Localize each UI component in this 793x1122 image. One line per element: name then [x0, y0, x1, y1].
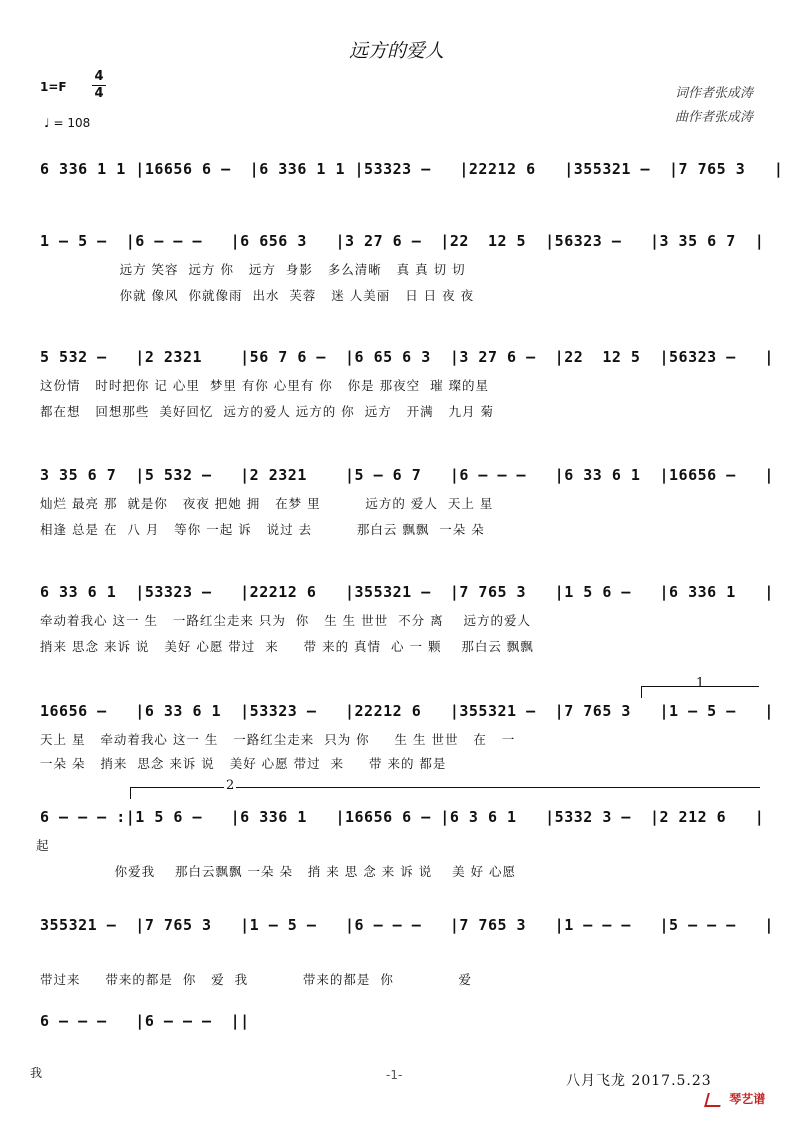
- notes-line-2: 1 – 5 – |6 – – – |6 656 3 |3 27 6 – |22 12 5 |56323 – |3 35 6 7 |: [40, 232, 765, 250]
- lyricist-credit: 词作者张成涛: [674, 86, 753, 101]
- lyrics-verse-2: 一朵 朵 捎来 思念 来诉 说 美好 心愿 带过 来 带 来的 都是: [40, 756, 447, 771]
- tempo-value: = 108: [53, 116, 91, 130]
- lyrics-verse: 带过来 带来的都是 你 爱 我 带来的都是 你 爱: [40, 972, 472, 987]
- logo-text: 琴艺谱: [729, 1092, 766, 1106]
- notes-line-6: 16656 – |6 33 6 1 |53323 – |22212 6 |355321 – |7 765 3 |1 – 5 – |: [40, 702, 774, 720]
- second-ending-label: 2: [226, 778, 235, 793]
- lyrics-verse-2: 相逢 总是 在 八 月 等你 一起 诉 说过 去 那白云 飘飘 一朵 朵: [40, 522, 485, 537]
- notes-line-1: 6 336 1 1 |16656 6 – |6 336 1 1 |53323 – |22212 6 |355321 – |7 765 3 |: [40, 160, 784, 178]
- lyrics-verse-1: 远方 笑容 远方 你 远方 身影 多么清晰 真 真 切 切: [40, 262, 466, 277]
- lyrics-verse-1: 这份情 时时把你 记 心里 梦里 有你 心里有 你 你是 那夜空 璀 璨的星: [40, 378, 490, 393]
- key-signature: 1=F: [40, 80, 67, 94]
- lyrics-verse-1: 牵动着我心 这一 生 一路红尘走来 只为 你 生 生 世世 不分 离 远方的爱人: [40, 613, 531, 628]
- composer-credit: 曲作者张成涛: [674, 110, 753, 125]
- lyrics-verse-1: 起: [36, 838, 50, 853]
- tempo-marking: [44, 116, 90, 130]
- page-number: -1-: [386, 1068, 403, 1082]
- notes-line-7: 6 – – – :|1 5 6 – |6 336 1 |16656 6 – |6 3 6 1 |5332 3 – |2 212 6 |: [40, 808, 765, 826]
- arranger-signature: 八月飞龙 2017.5.23: [566, 1073, 712, 1089]
- time-signature: [92, 70, 106, 101]
- time-signature-bottom: 4: [94, 86, 104, 101]
- lyrics-verse-2: 捎来 思念 来诉 说 美好 心愿 带过 来 带 来的 真情 心 一 颗 那白云 飘飘: [40, 639, 534, 654]
- first-ending-label: 1: [696, 676, 705, 691]
- first-ending-hook: [641, 686, 642, 698]
- lyrics-verse-2: 你就 像风 你就像雨 出水 芙蓉 迷 人美丽 日 日 夜 夜: [40, 288, 475, 303]
- site-logo: [706, 1090, 765, 1107]
- notes-line-5: 6 33 6 1 |53323 – |22212 6 |355321 – |7 765 3 |1 5 6 – |6 336 1 |: [40, 583, 774, 601]
- second-ending-hook: [130, 787, 131, 799]
- lyrics-verse-2: 你爱我 那白云飘飘 一朵 朵 捎 来 思 念 来 诉 说 美 好 心愿: [40, 864, 517, 879]
- notes-line-8: 355321 – |7 765 3 |1 – 5 – |6 – – – |7 765 3 |1 – – – |5 – – – |: [40, 916, 774, 934]
- song-title: 远方的爱人: [348, 40, 444, 62]
- logo-mark-icon: [704, 1093, 724, 1107]
- lyrics-verse-2: 都在想 回想那些 美好回忆 远方的爱人 远方的 你 远方 开满 九月 菊: [40, 404, 495, 419]
- lyrics-verse-1: 灿烂 最亮 那 就是你 夜夜 把她 拥 在梦 里 远方的 爱人 天上 星: [40, 496, 494, 511]
- notes-line-9: 6 – – – |6 – – – ||: [40, 1012, 250, 1030]
- notes-line-3: 5 532 – |2 2321 |56 7 6 – |6 65 6 3 |3 27 6 – |22 12 5 |56323 – |: [40, 348, 774, 366]
- time-signature-top: 4: [94, 69, 104, 84]
- final-lyric: 我: [30, 1066, 43, 1080]
- notes-line-4: 3 35 6 7 |5 532 – |2 2321 |5 – 6 7 |6 – – – |6 33 6 1 |16656 – |: [40, 466, 774, 484]
- lyrics-verse-1: 天上 星 牵动着我心 这一 生 一路红尘走来 只为 你 生 生 世世 在 一: [40, 732, 516, 747]
- quarter-note-icon: ♩: [44, 116, 50, 130]
